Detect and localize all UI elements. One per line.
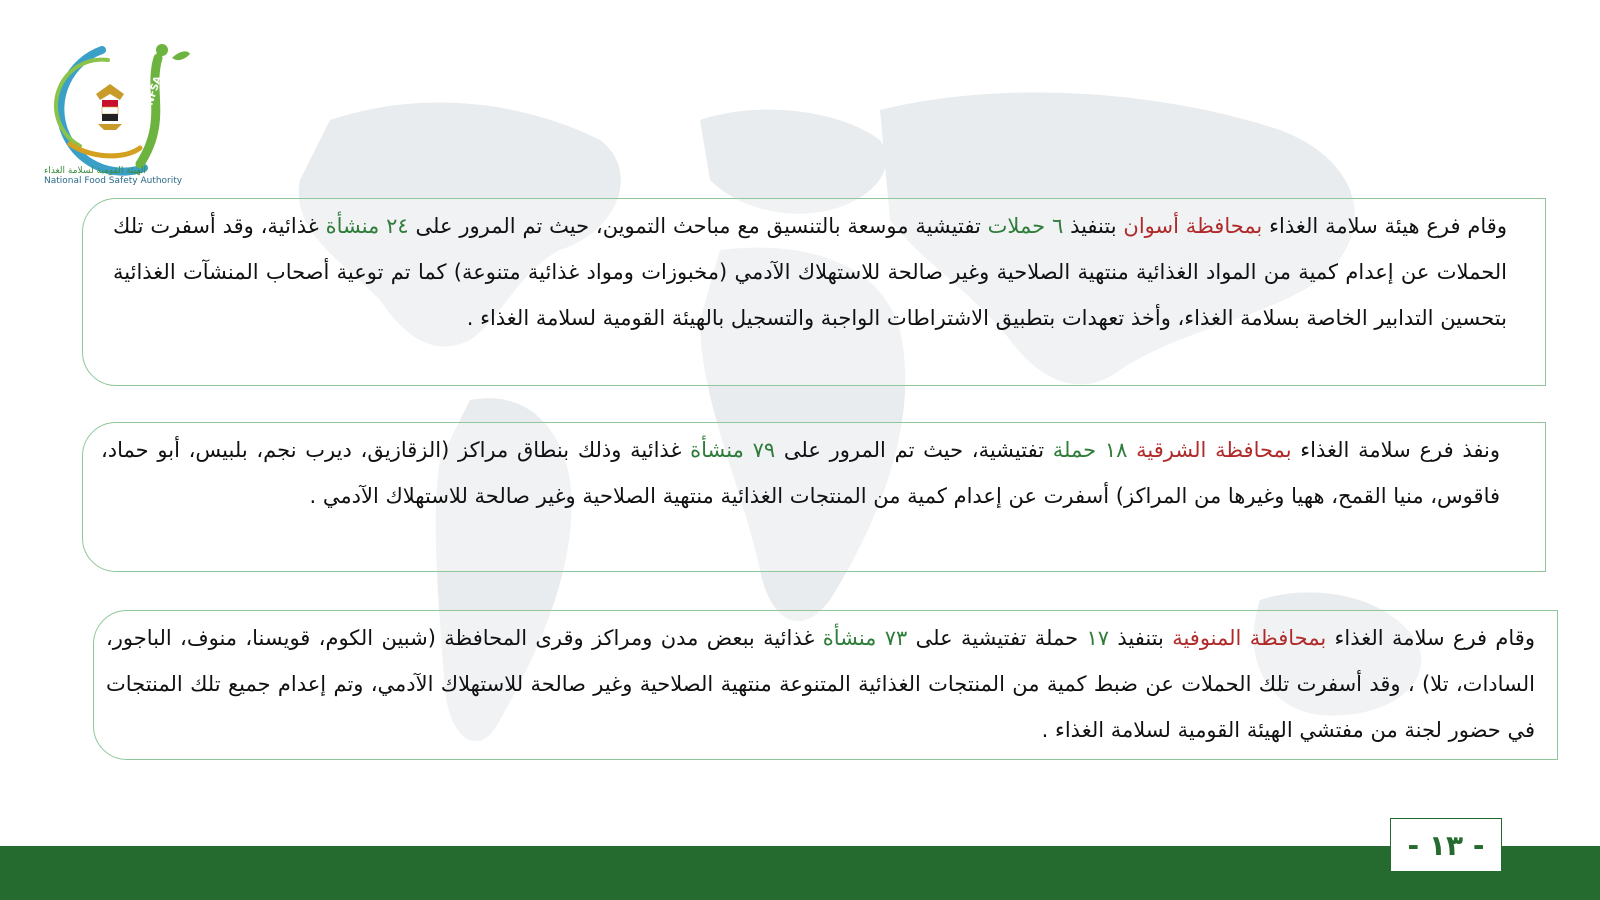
text-segment: بتنفيذ xyxy=(1109,626,1173,650)
paragraph-box-sharqia xyxy=(82,422,1546,572)
count-highlight: ٢٤ منشأة xyxy=(325,214,409,238)
paragraph-box-aswan xyxy=(82,198,1546,386)
text-segment: حملة تفتيشية على xyxy=(907,626,1087,650)
logo-name-english: National Food Safety Authority xyxy=(44,176,183,186)
eagle-emblem-icon xyxy=(96,84,124,130)
governorate-highlight: بمحافظة المنوفية xyxy=(1172,626,1327,650)
text-segment: وقام فرع هيئة سلامة الغذاء xyxy=(1262,214,1507,238)
paragraph-text xyxy=(113,203,1507,341)
count-highlight: ٦ حملات xyxy=(987,214,1064,238)
count-highlight: ٧٣ منشأة xyxy=(822,626,908,650)
footer-bar xyxy=(0,846,1600,900)
text-segment: ونفذ فرع سلامة الغذاء xyxy=(1291,438,1500,462)
paragraph-text xyxy=(101,427,1500,519)
paragraph-text xyxy=(106,615,1535,753)
text-segment: بتنفيذ xyxy=(1063,214,1124,238)
text-segment: غذائية ببعض مدن ومراكز وقرى المحافظة (شبين الكوم، قويسنا، منوف، الباجور، السادات، تلا) ، وقد أسفرت تلك الحملات عن ضبط كمية من المنتجات الغذائية المتنوعة منتهية الصلاحية وغير صالحة للاستهلاك الآدمي، وتم إعدام جميع تلك المنتجات في حضور لجنة من مفتشي الهيئة القومية لسلامة الغذاء . xyxy=(106,626,1535,742)
logo-name-arabic: الهيئة القومية لسلامة الغذاء xyxy=(44,166,146,176)
text-segment: غذائية، وقد أسفرت تلك الحملات عن إعدام كمية من المواد الغذائية منتهية الصلاحية وغير صالحة للاستهلاك الآدمي (مخبوزات ومواد غذائية متنوعة) كما تم توعية أصحاب المنشآت الغذائية بتحسين التدابير الخاصة بسلامة الغذاء، وأخذ تعهدات بتطبيق الاشتراطات الواجبة والتسجيل بالهيئة القومية لسلامة الغذاء . xyxy=(113,214,1507,330)
governorate-highlight: بمحافظة الشرقية xyxy=(1136,438,1292,462)
svg-text:NFSA: NFSA xyxy=(144,74,165,107)
paragraph-box-monufia xyxy=(93,610,1558,760)
text-segment: غذائية وذلك بنطاق مراكز (الزقازيق، ديرب نجم، بلبيس، أبو حماد، فاقوس، منيا القمح، ههيا وغيرها من المراكز) أسفرت عن إعدام كمية من المنتجات الغذائية منتهية الصلاحية وغير صالحة للاستهلاك الآدمي . xyxy=(101,438,1500,508)
nfsa-logo xyxy=(40,36,190,186)
count-highlight: ١٨ حملة xyxy=(1052,438,1128,462)
count-highlight: ٧٩ منشأة xyxy=(690,438,776,462)
text-segment: تفتيشية موسعة بالتنسيق مع مباحث التموين، حيث تم المرور على xyxy=(408,214,988,238)
page-number: - ١٣ - xyxy=(1390,818,1502,872)
governorate-highlight: بمحافظة أسوان xyxy=(1123,214,1263,238)
text-segment xyxy=(1127,438,1136,462)
text-segment: وقام فرع سلامة الغذاء xyxy=(1326,626,1535,650)
count-highlight: ١٧ xyxy=(1086,626,1110,650)
text-segment: تفتيشية، حيث تم المرور على xyxy=(775,438,1053,462)
